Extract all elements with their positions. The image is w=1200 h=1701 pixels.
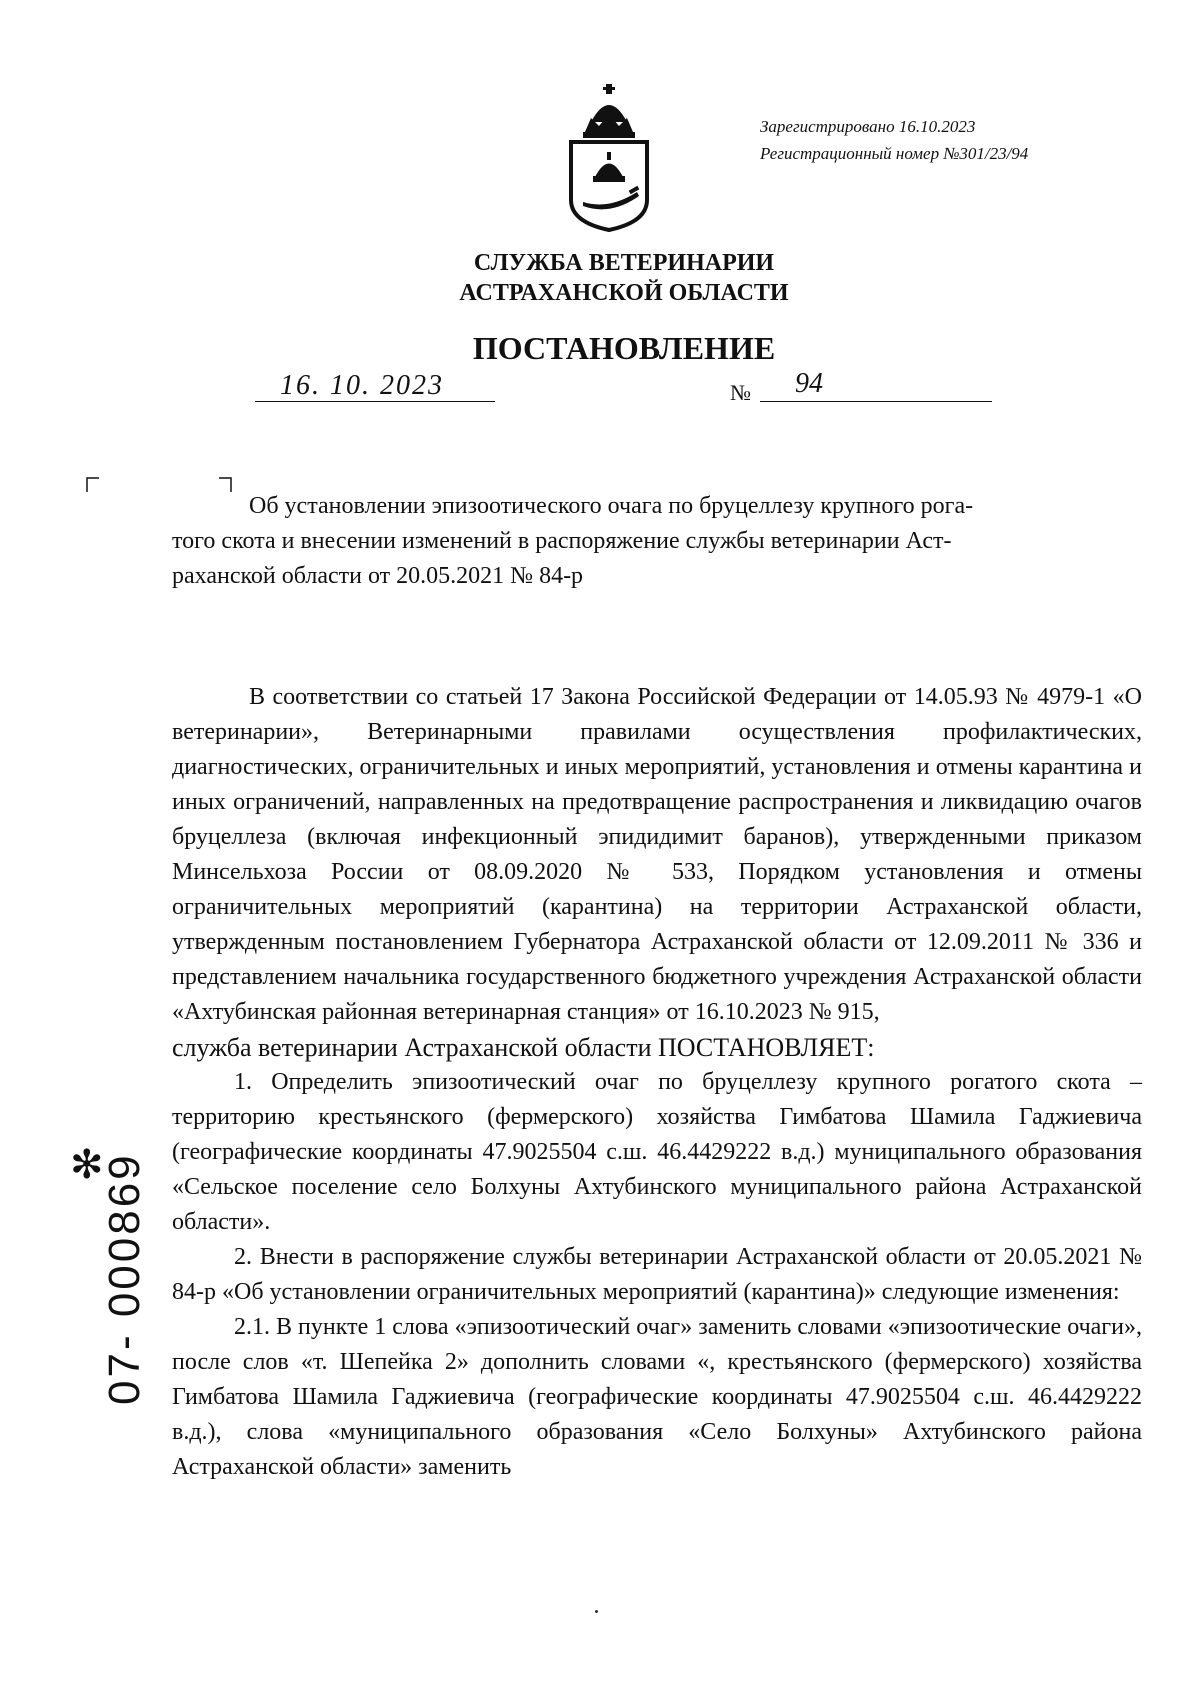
astrakhan-coat-of-arms-icon bbox=[563, 82, 655, 232]
registration-stamp bbox=[760, 113, 1028, 167]
organization-line-1: СЛУЖБА ВЕТЕРИНАРИИ bbox=[473, 250, 775, 276]
scan-speck bbox=[595, 1610, 598, 1613]
document-subject bbox=[172, 489, 1142, 594]
item-2-paragraph: 2. Внести в распоряжение службы ветеринарии Астраханской области от 20.05.2021 № 84-р «Об установлении ограничительных мероприятий (карантина)» следующие изменения: bbox=[172, 1244, 1142, 1305]
resolves-line: служба ветеринарии Астраханской области ПОСТАНОВЛЯЕТ: bbox=[172, 1033, 875, 1062]
side-asterisk-mark: ✻ bbox=[70, 1142, 104, 1188]
item-2-1-paragraph: 2.1. В пункте 1 слова «эпизоотический очаг» заменить словами «эпизоотические очаги», после слов «т. Шепейка 2» дополнить словами «, крестьянского (фермерского) хозяйства Гимбатова Шамила Гаджиевича (географические координаты 47.9025504 с.ш. 46.4429222 в.д.), слова «муниципального образования «Село Болхуны» Ахтубинского района Астраханской области» заменить bbox=[172, 1314, 1142, 1480]
number-label: № bbox=[730, 380, 751, 405]
subject-line-1: Об установлении эпизоотического очага по бруцеллезу крупного рога- bbox=[249, 493, 974, 519]
document-body bbox=[172, 680, 1142, 1485]
date-underline bbox=[255, 401, 495, 402]
side-stamp-number: 07- 000869 bbox=[100, 1152, 149, 1405]
organization-name bbox=[0, 248, 1200, 308]
organization-line-2: АСТРАХАНСКОЙ ОБЛАСТИ bbox=[459, 280, 789, 306]
number-underline bbox=[760, 401, 992, 402]
subject-line-2: того скота и внесении изменений в распоряжение службы ветеринарии Аст- bbox=[172, 528, 952, 554]
document-number: 94 bbox=[795, 368, 823, 399]
document-type: ПОСТАНОВЛЕНИЕ bbox=[472, 330, 776, 366]
registration-date: Зарегистрировано 16.10.2023 bbox=[760, 117, 976, 136]
registration-number: Регистрационный номер №301/23/94 bbox=[760, 144, 1029, 163]
subject-line-3: раханской области от 20.05.2021 № 84-р bbox=[172, 563, 584, 589]
item-1-paragraph: 1. Определить эпизоотический очаг по бруцеллезу крупного рогатого скота – территорию крестьянского (фермерского) хозяйства Гимбатова Шамила Гаджиевича (географические координаты 47.9025504 с.ш. 46.4429222 в.д.) муниципального образования «Сельское поселение село Болхуны Ахтубинского муниципального района Астраханской области». bbox=[172, 1069, 1142, 1235]
document-date: 16. 10. 2023 bbox=[280, 370, 444, 401]
corner-mark-left bbox=[86, 472, 100, 498]
preamble-paragraph: В соответствии со статьей 17 Закона Российской Федерации от 14.05.93 № 4979-1 «О ветеринарии», Ветеринарными правилами осуществления профилактических, диагностических, ограничительных и иных мероприятий, установления и отмены карантина и иных ограничений, направленных на предотвращение распространения и ликвидацию очагов бруцеллеза (включая инфекционный эпидидимит баранов), утвержденными приказом Минсельхоза России от 08.09.2020 № 533, Порядком установления и отмены ограничительных мероприятий (карантина) на территории Астраханской области, утвержденным постановлением Губернатора Астраханской области от 12.09.2011 № 336 и представлением начальника государственного бюджетного учреждения Астраханской области «Ахтубинская районная ветеринарная станция» от 16.10.2023 № 915, bbox=[172, 684, 1142, 1025]
